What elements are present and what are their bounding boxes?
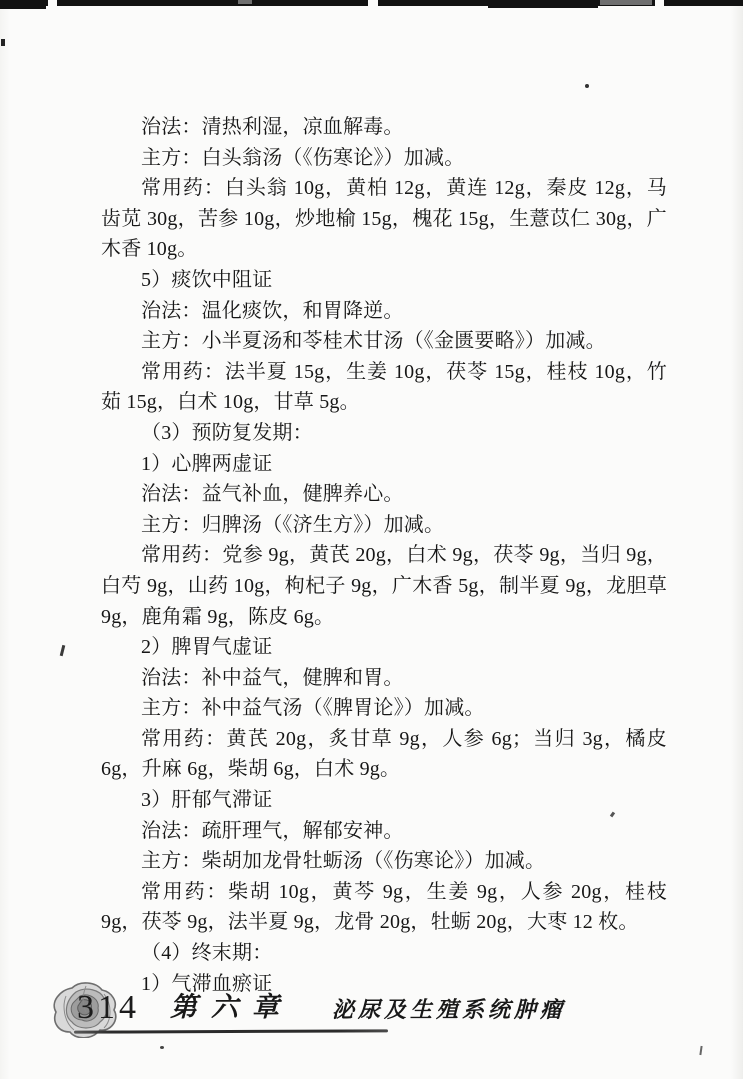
paragraph: 主方：白头翁汤（《伤寒论》）加减。 xyxy=(141,146,465,169)
paragraph: 常用药：白头翁 10g，黄柏 12g，黄连 12g，秦皮 12g，马齿苋 30g，苦参 10g，炒地榆 15g，槐花 15g，生薏苡仁 30g，广木香 10g。 xyxy=(101,177,667,261)
scan-artifact-top-band xyxy=(0,0,743,6)
scan-artifact xyxy=(160,1046,164,1049)
chapter-title: 泌尿及生殖系统肿瘤 xyxy=(332,997,567,1022)
scan-artifact xyxy=(0,0,46,9)
scan-artifact xyxy=(585,84,589,88)
paragraph: 治法：补中益气，健脾和胃。 xyxy=(141,666,404,689)
scan-artifact xyxy=(600,0,652,5)
paragraph: 治法：清热利湿，凉血解毒。 xyxy=(141,116,404,138)
scan-artifact xyxy=(238,0,252,4)
page-footer xyxy=(0,978,743,1048)
paragraph: 1）气滞血瘀证 xyxy=(141,972,273,995)
paragraph: （3）预防复发期： xyxy=(141,421,313,444)
paragraph: （4）终末期： xyxy=(141,942,273,965)
paragraph: 2）脾胃气虚证 xyxy=(141,636,273,659)
chapter-label: 第六章 xyxy=(170,992,293,1022)
paragraph: 治法：温化痰饮，和胃降逆。 xyxy=(141,299,404,322)
paragraph: 常用药：柴胡 10g，黄芩 9g，生姜 9g，人参 20g，桂枝 9g，茯苓 9g，法半夏 9g，龙骨 20g，牡蛎 20g，大枣 12 枚。 xyxy=(101,880,667,934)
paragraph: 常用药：党参 9g，黄芪 20g，白术 9g，茯苓 9g，当归 9g，白芍 9g，山药 10g，枸杞子 9g，广木香 5g，制半夏 9g，龙胆草 9g，鹿角霜 9g，陈皮 6g。 xyxy=(101,544,667,628)
scan-artifact xyxy=(1,39,5,46)
scan-artifact xyxy=(368,0,378,6)
paragraph: 5）痰饮中阻证 xyxy=(141,268,273,291)
paragraph: 治法：益气补血，健脾养心。 xyxy=(141,483,404,506)
paragraph: 常用药：法半夏 15g，生姜 10g，茯苓 15g，桂枝 10g，竹茹 15g，白术 10g，甘草 5g。 xyxy=(101,360,667,414)
scan-artifact xyxy=(48,0,57,6)
paragraph: 1）心脾两虚证 xyxy=(141,452,273,475)
footer-rule xyxy=(74,1029,388,1033)
paragraph: 主方：补中益气汤（《脾胃论》）加减。 xyxy=(141,697,485,720)
paragraph: 主方：小半夏汤和苓桂术甘汤（《金匮要略》）加减。 xyxy=(141,330,606,353)
paragraph: 治法：疏肝理气，解郁安神。 xyxy=(141,819,404,842)
body-text xyxy=(101,112,667,999)
scan-artifact xyxy=(699,1046,702,1055)
scan-artifact xyxy=(60,645,65,656)
paragraph: 常用药：黄芪 20g，炙甘草 9g，人参 6g；当归 3g，橘皮 6g，升麻 6g，柴胡 6g，白术 9g。 xyxy=(101,727,667,781)
scan-artifact xyxy=(488,0,598,8)
page-number: 314 xyxy=(77,989,140,1026)
paragraph: 主方：归脾汤（《济生方》）加减。 xyxy=(141,513,445,536)
paragraph: 主方：柴胡加龙骨牡蛎汤（《伤寒论》）加减。 xyxy=(141,850,546,873)
scan-artifact xyxy=(655,0,664,6)
paragraph: 3）肝郁气滞证 xyxy=(141,789,273,812)
